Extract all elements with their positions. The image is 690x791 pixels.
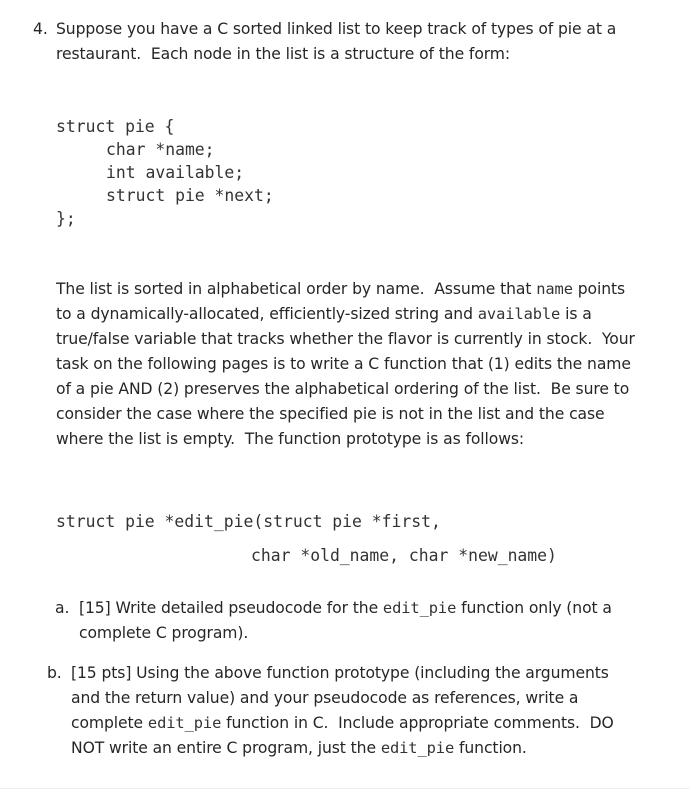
inline-code-name: name (536, 280, 573, 298)
prototype-line-2: char *old_name, char *new_name) (251, 546, 557, 565)
prototype-line-1: struct pie *edit_pie(struct pie *first, (56, 512, 441, 531)
question-intro-line-1: Suppose you have a C sorted linked list to keep track of types of pie at a (56, 20, 617, 38)
body-line-7: where the list is empty. The function prototype is as follows: (56, 430, 525, 448)
body-line-6: consider the case where the specified pie is not in the list and the case (56, 405, 605, 423)
part-a-label: a. (55, 599, 70, 617)
part-b-line-2: and the return value) and your pseudocode as references, write a (71, 689, 579, 707)
inline-code-edit-pie: edit_pie (380, 739, 455, 757)
body-line-4: task on the following pages is to write a C function that (1) edits the name (56, 355, 631, 373)
struct-code-line-4: struct pie *next; (106, 186, 274, 205)
body-line-1: The list is sorted in alphabetical order by name. Assume that name points (56, 280, 626, 298)
question-intro-line-2: restaurant. Each node in the list is a structure of the form: (56, 45, 511, 63)
struct-code-line-3: int available; (106, 163, 245, 182)
part-b-line-4: NOT write an entire C program, just the edit_pie function. (71, 739, 527, 757)
page-bottom-divider (0, 788, 690, 789)
body-line-2: to a dynamically-allocated, efficiently-sized string and available is a (56, 305, 592, 323)
part-b-line-1: [15 pts] Using the above function prototype (including the arguments (71, 664, 609, 682)
part-a-line-2: complete C program). (79, 624, 249, 642)
part-a-line-1: [15] Write detailed pseudocode for the edit_pie function only (not a (79, 599, 612, 617)
part-b-label: b. (47, 664, 62, 682)
body-line-5: of a pie AND (2) preserves the alphabetical ordering of the list. Be sure to (56, 380, 630, 398)
body-line-3: true/false variable that tracks whether the flavor is currently in stock. Your (56, 330, 635, 348)
part-b-line-3: complete edit_pie function in C. Include appropriate comments. DO (71, 714, 614, 732)
question-number: 4. (33, 20, 48, 38)
struct-code-line-2: char *name; (106, 140, 215, 159)
inline-code-edit-pie: edit_pie (382, 599, 457, 617)
inline-code-edit-pie: edit_pie (147, 714, 222, 732)
inline-code-available: available (477, 305, 561, 323)
struct-code-line-5: }; (56, 209, 76, 228)
struct-code-line-1: struct pie { (56, 117, 175, 136)
